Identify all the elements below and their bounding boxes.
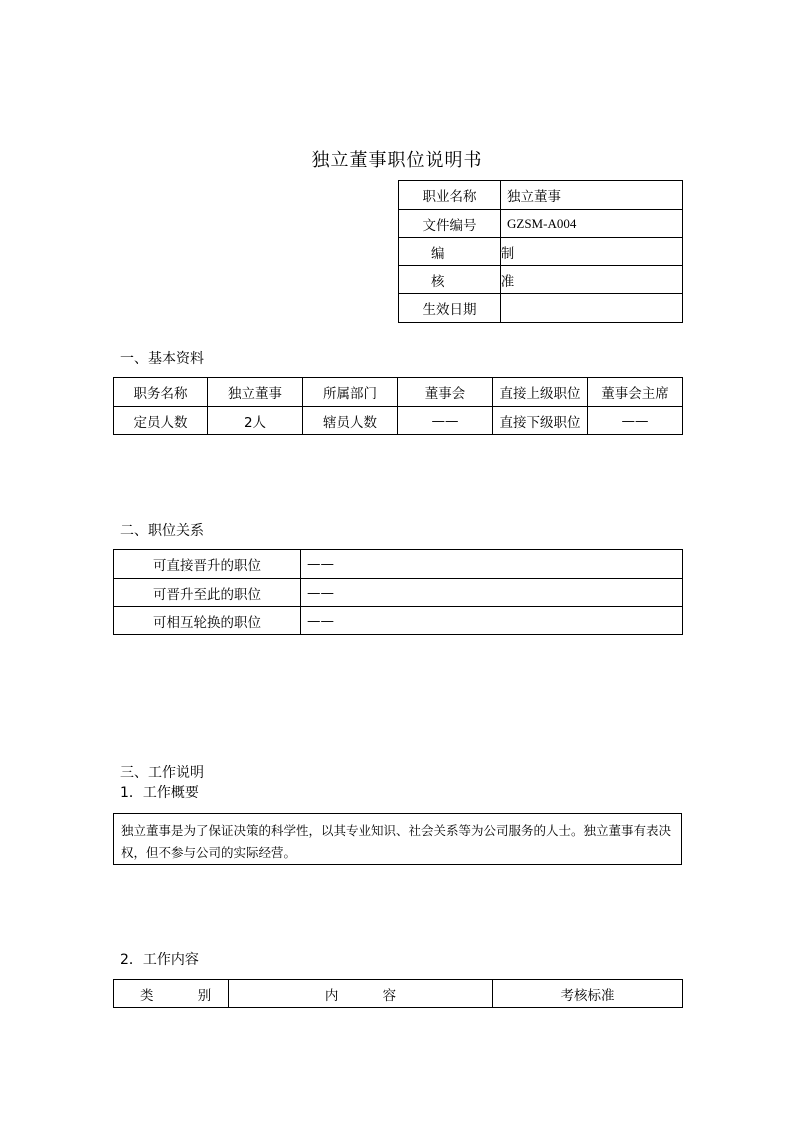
relation-value: —— <box>301 579 683 607</box>
meta-label: 文件编号 <box>399 210 501 238</box>
content-header-category: 类 别 <box>114 980 229 1008</box>
meta-label: 生效日期 <box>399 294 501 323</box>
basic-info-cell: 2人 <box>208 407 303 435</box>
work-summary-text: 独立董事是为了保证决策的科学性，以其专业知识、社会关系等为公司服务的人士。独立董事有表决权，但不参与公司的实际经营。 <box>113 813 682 865</box>
section-heading-work-description: 三、工作说明 <box>120 765 204 781</box>
meta-label: 职业名称 <box>399 181 501 210</box>
relation-label: 可相互轮换的职位 <box>114 607 301 635</box>
relation-label: 可直接晋升的职位 <box>114 550 301 579</box>
basic-info-cell: 董事会主席 <box>588 378 683 407</box>
basic-info-cell: 辖员人数 <box>303 407 398 435</box>
meta-value <box>501 294 683 323</box>
relation-value: —— <box>301 550 683 579</box>
meta-value: GZSM-A004 <box>501 210 683 238</box>
meta-value: 独立董事 <box>501 181 683 210</box>
content-header-criteria: 考核标准 <box>493 980 683 1008</box>
basic-info-cell: 董事会 <box>398 378 493 407</box>
basic-info-cell: —— <box>398 407 493 435</box>
section-heading-relations: 二、职位关系 <box>120 523 204 539</box>
basic-info-cell: 所属部门 <box>303 378 398 407</box>
basic-info-cell: —— <box>588 407 683 435</box>
basic-info-cell: 独立董事 <box>208 378 303 407</box>
document-meta-table <box>398 180 683 323</box>
basic-info-cell: 职务名称 <box>114 378 208 407</box>
relation-value: —— <box>301 607 683 635</box>
subheading-work-summary: 1．工作概要 <box>120 785 199 801</box>
basic-info-cell: 直接下级职位 <box>493 407 588 435</box>
relation-label: 可晋升至此的职位 <box>114 579 301 607</box>
meta-label: 编 制 <box>399 238 501 266</box>
basic-info-cell: 直接上级职位 <box>493 378 588 407</box>
basic-info-cell: 定员人数 <box>114 407 208 435</box>
work-content-table <box>113 979 683 1008</box>
relations-table <box>113 549 683 635</box>
section-heading-basic-info: 一、基本资料 <box>120 351 204 367</box>
content-header-content: 内 容 <box>229 980 493 1008</box>
page-title: 独立董事职位说明书 <box>311 150 483 171</box>
subheading-work-content: 2．工作内容 <box>120 952 199 968</box>
basic-info-table <box>113 377 683 435</box>
meta-label: 核 准 <box>399 266 501 294</box>
